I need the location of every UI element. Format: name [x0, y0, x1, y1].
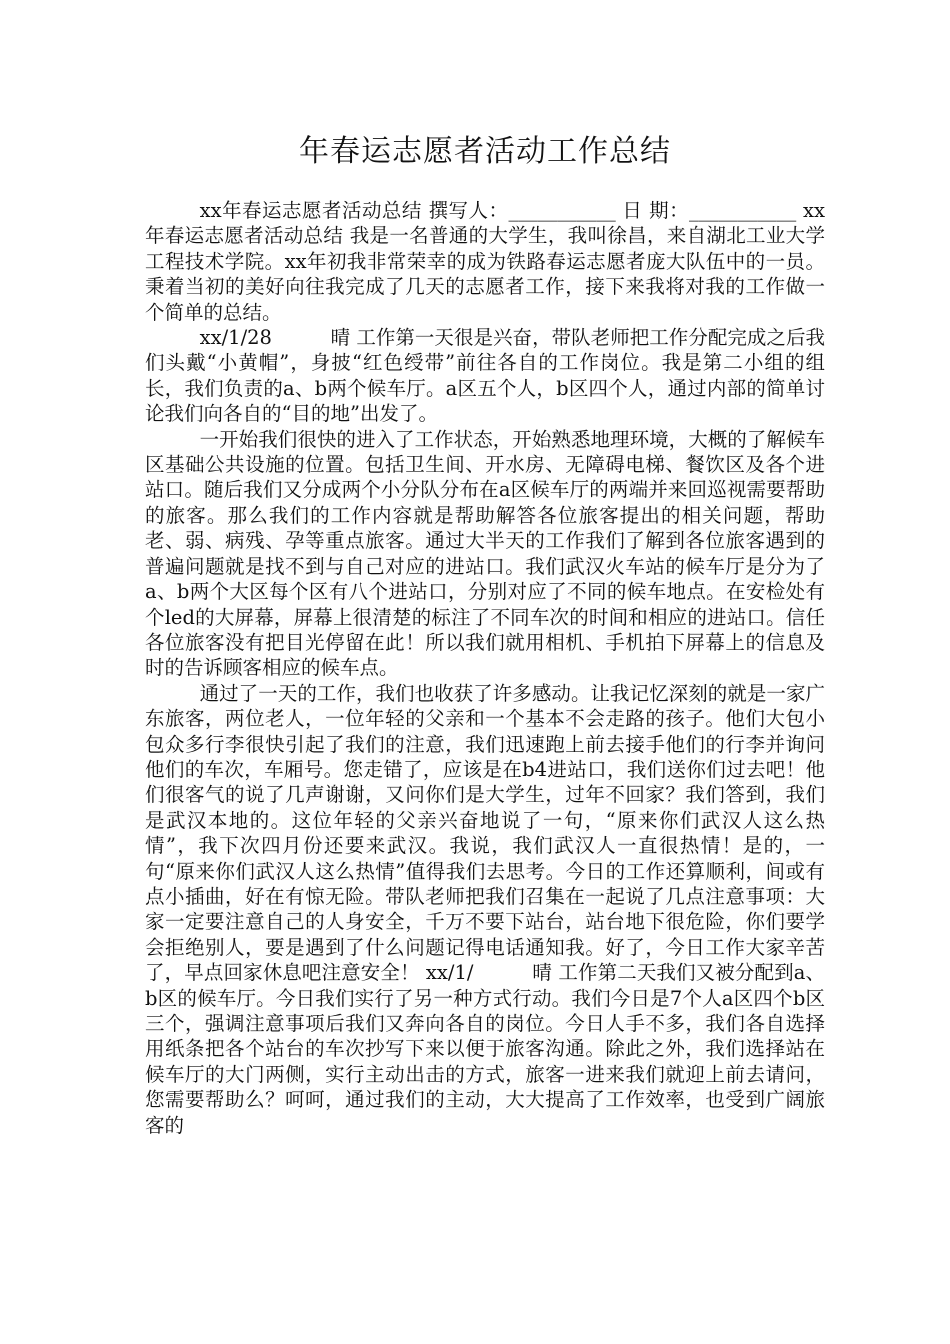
document-title: 年春运志愿者活动工作总结: [299, 134, 671, 169]
paragraph-touching-story: 通过了一天的工作，我们也收获了许多感动。让我记忆深刻的就是一家广东旅客，两位老人，一位年轻的父亲和一个基本不会走路的孩子。他们大包小包众多行李很快引起了我们的注意，我们迅速跑上前去接手他们的行李并询问他们的车次，车厢号。您走错了，应该是在b4进站口，我们送你们过去吧！他们很客气的说了几声谢谢，又问你们是大学生，过年不回家？我们答到，我们是武汉本地的。这位年轻的父亲兴奋地说了一句，“原来你们武汉人这么热情”，我下次四月份还要来武汉。我说，我们武汉人一直很热情！是的，一句“原来你们武汉人这么热情”值得我们去思考。今日的工作还算顺利，间或有点小插曲，好在有惊无险。带队老师把我们召集在一起说了几点注意事项：大家一定要注意自己的人身安全，千万不要下站台，站台地下很危险，你们要学会拒绝别人，要是遇到了什么问题记得电话通知我。好了，今日工作大家辛苦了，早点回家休息吧注意安全！ xx/1/ 晴 工作第二天我们又被分配到a、b区的候车厅。今日我们实行了另一种方式行动。我们今日是7个人a区四个b区三个，强调注意事项后我们又奔向各自的岗位。今日人手不多，我们各自选择用纸条把各个站台的车次抄写下来以便于旅客沟通。除此之外，我们选择站在候车厅的大门两侧，实行主动出击的方式，旅客一进来我们就迎上前去请问，您需要帮助么？呵呵，通过我们的主动，大大提高了工作效率，也受到广阔旅客的: [145, 681, 825, 1137]
paragraph-work-content: 一开始我们很快的进入了工作状态，开始熟悉地理环境，大概的了解候车区基础公共设施的位置。包括卫生间、开水房、无障碍电梯、餐饮区及各个进站口。随后我们又分成两个小分队分布在a区候车厅的两端并来回巡视需要帮助的旅客。那么我们的工作内容就是帮助解答各位旅客提出的相关问题，帮助老、弱、病残、孕等重点旅客。通过大半天的工作我们了解到各位旅客遇到的普遍问题就是找不到与自己对应的进站口。我们武汉火车站的候车厅是分为了a、b两个大区每个区有八个进站口，分别对应了不同的候车地点。在安检处有个led的大屏幕，屏幕上很清楚的标注了不同车次的时间和相应的进站口。信任各位旅客没有把目光停留在此！所以我们就用相机、手机拍下屏幕上的信息及时的告诉顾客相应的候车点。: [145, 427, 825, 680]
paragraph-intro: xx年春运志愿者活动总结 撰写人：___________ 日 期：___________ xx年春运志愿者活动总结 我是一名普通的大学生，我叫徐昌，来自湖北工业大学工程技术学院。xx年初我非常荣幸的成为铁路春运志愿者庞大队伍中的一员。秉着当初的美好向往我完成了几天的志愿者工作，接下来我将对我的工作做一个简单的总结。: [145, 199, 825, 324]
document-page: [145, 0, 825, 1138]
document-body: [145, 198, 825, 1138]
paragraph-day-one: xx/1/28 晴 工作第一天很是兴奋，带队老师把工作分配完成之后我们头戴“小黄帽”，身披“红色绶带”前往各自的工作岗位。我是第二小组的组长，我们负责的a、b两个候车厅。a区五个人，b区四个人，通过内部的简单讨论我们向各自的“目的地”出发了。: [145, 326, 825, 426]
